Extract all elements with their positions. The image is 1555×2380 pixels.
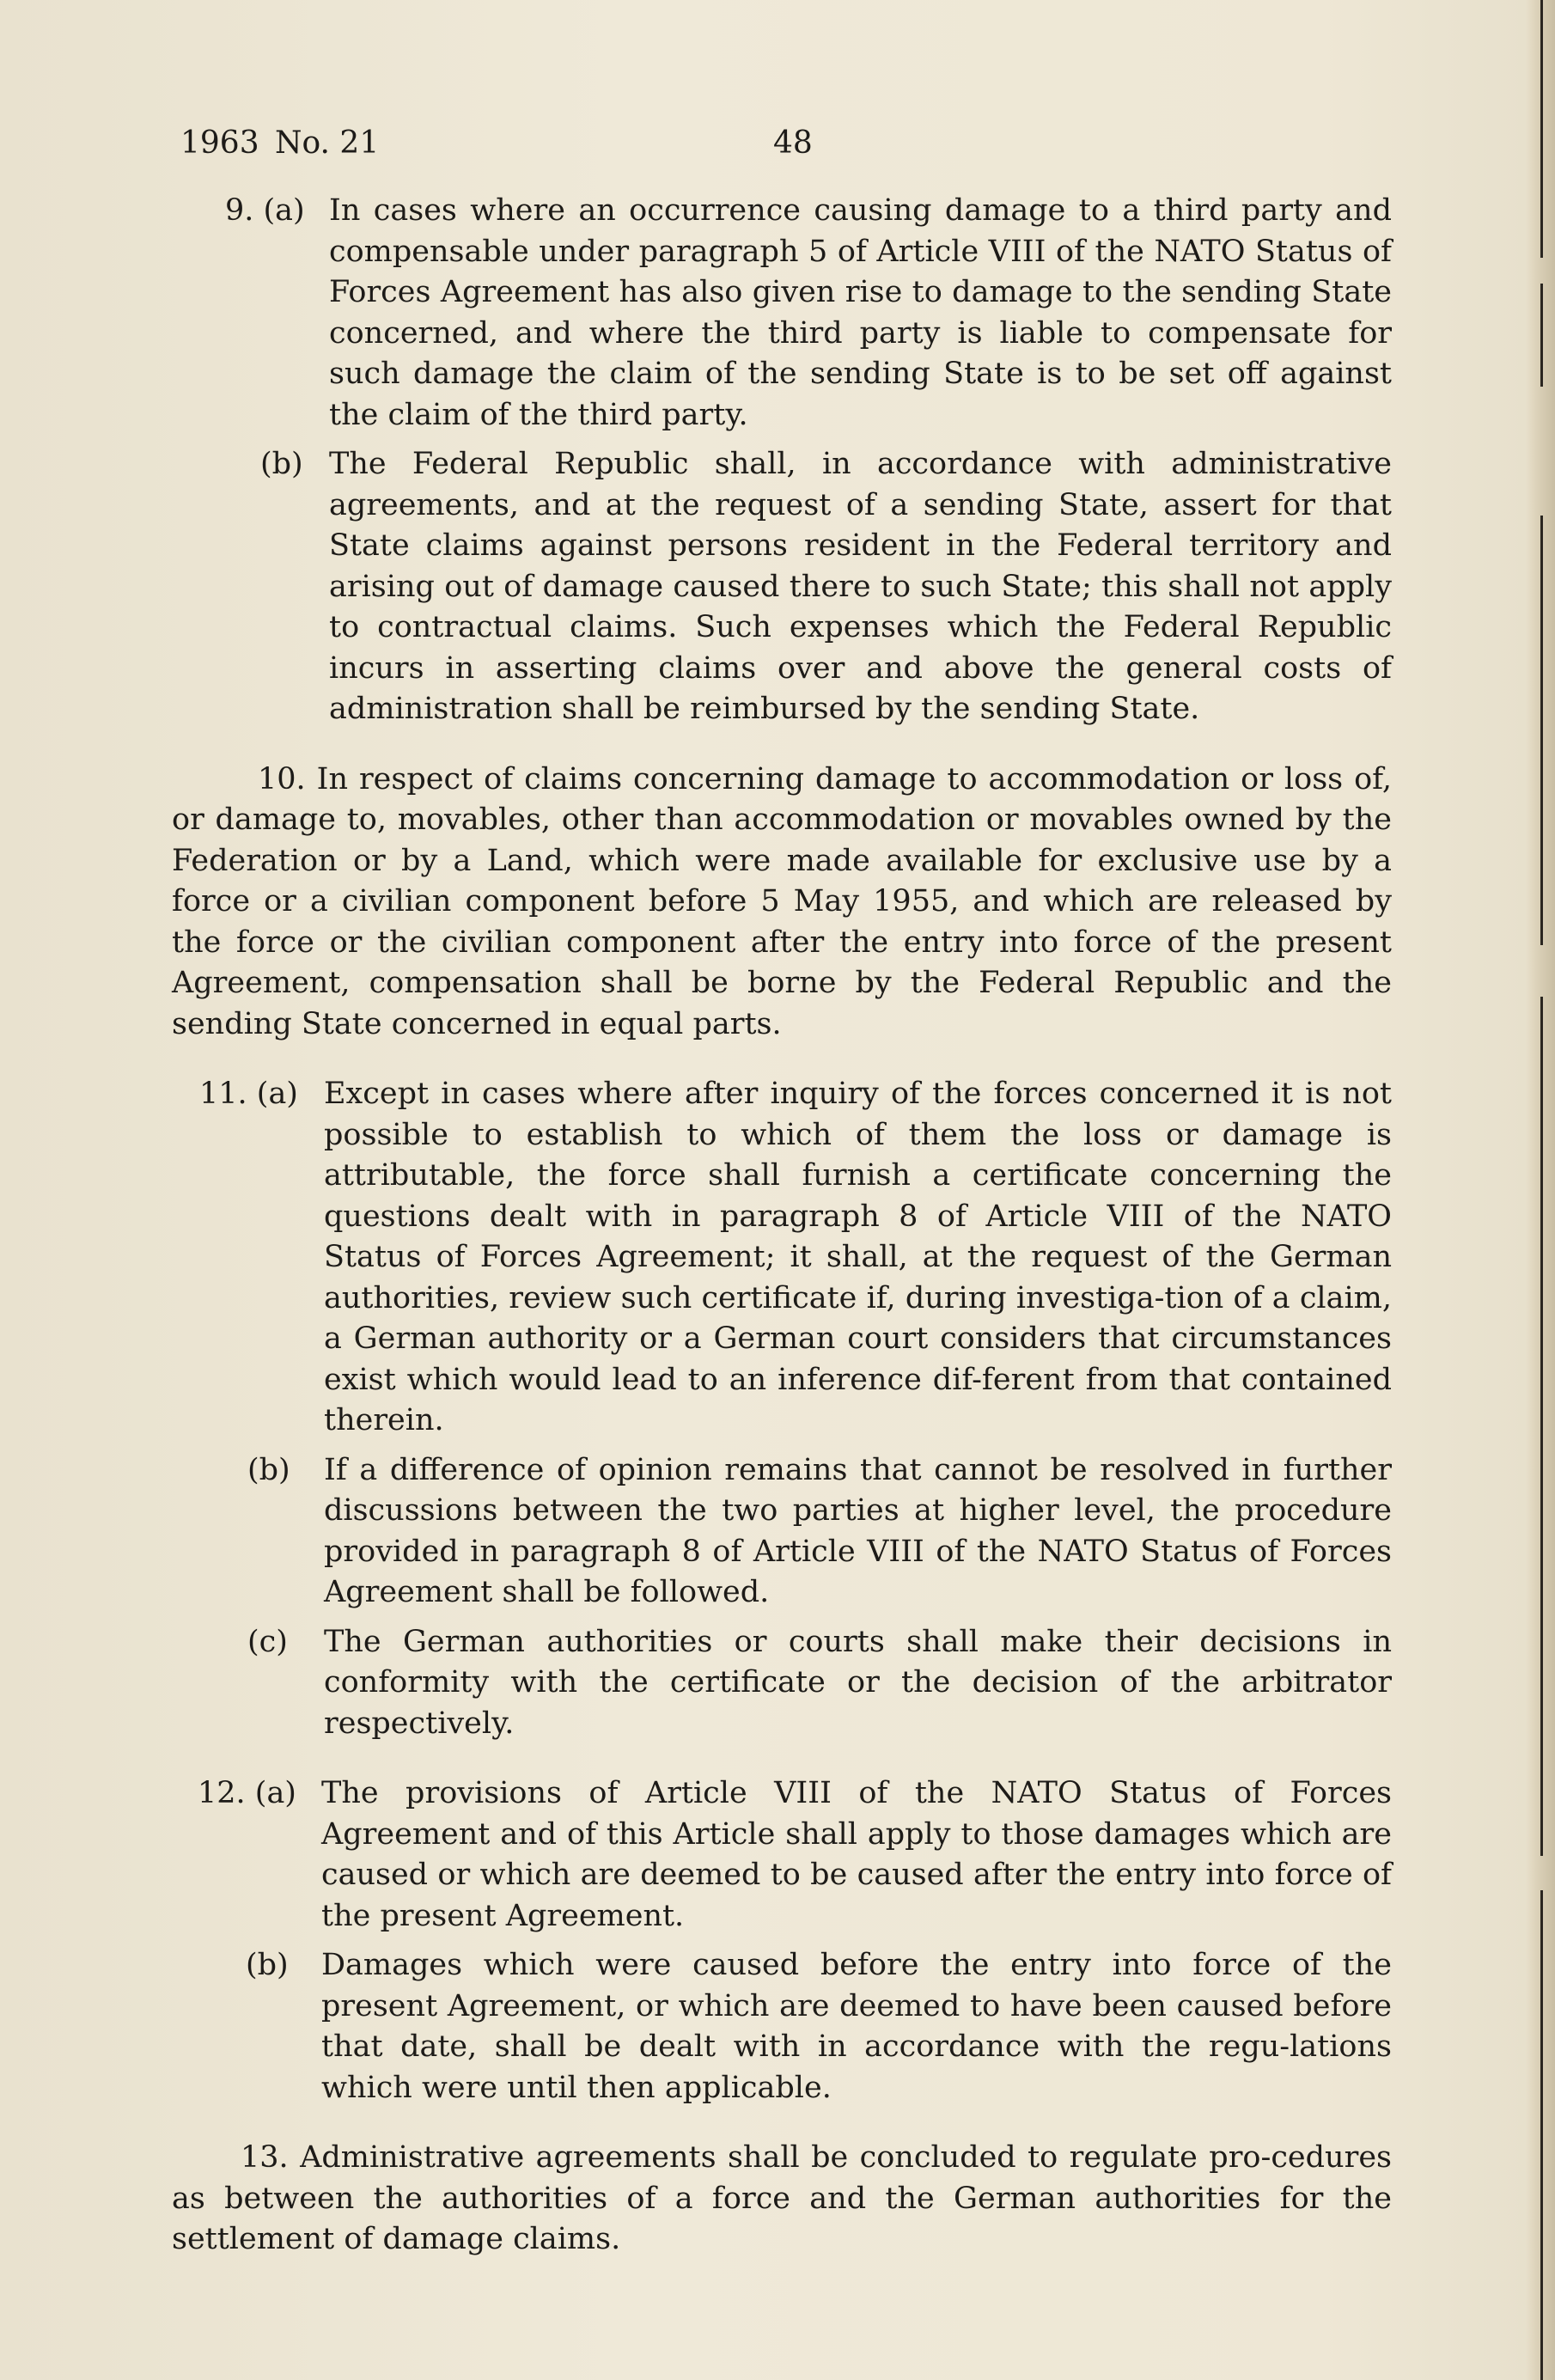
paragraph-9b-label: (b) (260, 447, 303, 481)
paragraph-9b (172, 444, 1392, 730)
paragraph-12b-label: (b) (246, 1948, 289, 1982)
paragraph-11 (172, 1074, 1392, 1442)
paragraph-10-text: 10. In respect of claims concerning damage to accommodation or loss of, or damage to, movables, other than accommodation or movables owned by the Federation or by a Land, which were made available for exclusive use by a force or a civilian component before 5 May 1955, and which are released by the force or the civilian component after the entry into force of the present Agreement, compensation shall be borne by the Federal Republic and the sending State concerned in equal parts. (172, 761, 1392, 1041)
paragraph-11c-label: (c) (247, 1624, 288, 1659)
edge-shadow-line (1540, 1890, 1543, 2380)
paragraph-9-number: 9. (a) (225, 193, 305, 228)
edge-shadow-line (1540, 0, 1543, 258)
paragraph-11b (172, 1450, 1392, 1614)
page-edge (1526, 0, 1555, 2380)
edge-shadow-line (1540, 997, 1543, 1856)
paragraph-11c-text: The German authorities or courts shall make their decisions in conformity with the certificate or the decision of the arbitrator respectively. (324, 1624, 1392, 1741)
edge-shadow-line (1540, 284, 1543, 387)
paragraph-12b-text: Damages which were caused before the entry into force of the present Agreement, or which are deemed to have been caused before that date, shall be dealt with in accordance with the regu-lations which were until then applicable. (321, 1948, 1392, 2105)
paragraph-12b (172, 1945, 1392, 2108)
document-body (172, 191, 1392, 2261)
paragraph-11c (172, 1622, 1392, 1745)
paragraph-12a-text: The provisions of Article VIII of the NATO Status of Forces Agreement and of this Article shall apply to those damages which are caused or which are deemed to be caused after the entry into force of the present Agreement. (321, 1776, 1392, 1933)
paragraph-9a-text: In cases where an occurrence causing damage to a third party and compensable under paragraph 5 of Article VIII of the NATO Status of Forces Agreement has also given rise to damage to the sending State concerned, and where the third party is liable to compensate for such damage the claim of the sending State is to be set off against the claim of the third party. (329, 193, 1392, 432)
paragraph-9b-text: The Federal Republic shall, in accordance with administrative agreements, and at the request of a sending State, assert for that State claims against persons resident in the Federal territory and arising out of damage caused there to such State; this shall not apply to contractual claims. Such expenses which the Federal Republic incurs in asserting claims over and above the general costs of administration shall be reimbursed by the sending State. (329, 447, 1392, 726)
paragraph-11b-label: (b) (247, 1452, 290, 1487)
paragraph-11-number: 11. (a) (199, 1077, 298, 1111)
paragraph-11a-text: Except in cases where after inquiry of the forces concerned it is not possible to establish to which of them the loss or damage is attributable, the force shall furnish a certificate concerning the questions dealt with in paragraph 8 of Article VIII of the NATO Status of Forces Agreement; it shall, at the request of the German authorities, review such certificate if, during investiga-tion of a claim, a German authority or a German court considers that circumstances exist which would lead to an inference dif-ferent from that contained therein. (324, 1077, 1392, 1437)
edge-shadow-line (1540, 516, 1543, 945)
paragraph-9 (172, 191, 1392, 436)
page-header (180, 122, 1400, 165)
paragraph-12 (172, 1773, 1392, 1937)
paragraph-13-text: 13. Administrative agreements shall be concluded to regulate pro-cedures as between the authorities of a force and the German authorities for the settlement of damage claims. (172, 2140, 1392, 2256)
header-year: 1963 (180, 125, 259, 161)
paragraph-12-number: 12. (a) (198, 1776, 296, 1810)
paragraph-11b-text: If a difference of opinion remains that cannot be resolved in further discussions between the two parties at higher level, the procedure provided in paragraph 8 of Article VIII of the NATO Status of Forces Agreement shall be followed. (324, 1452, 1392, 1609)
header-document-number: No. 21 (275, 125, 380, 161)
page-number: 48 (773, 125, 813, 161)
